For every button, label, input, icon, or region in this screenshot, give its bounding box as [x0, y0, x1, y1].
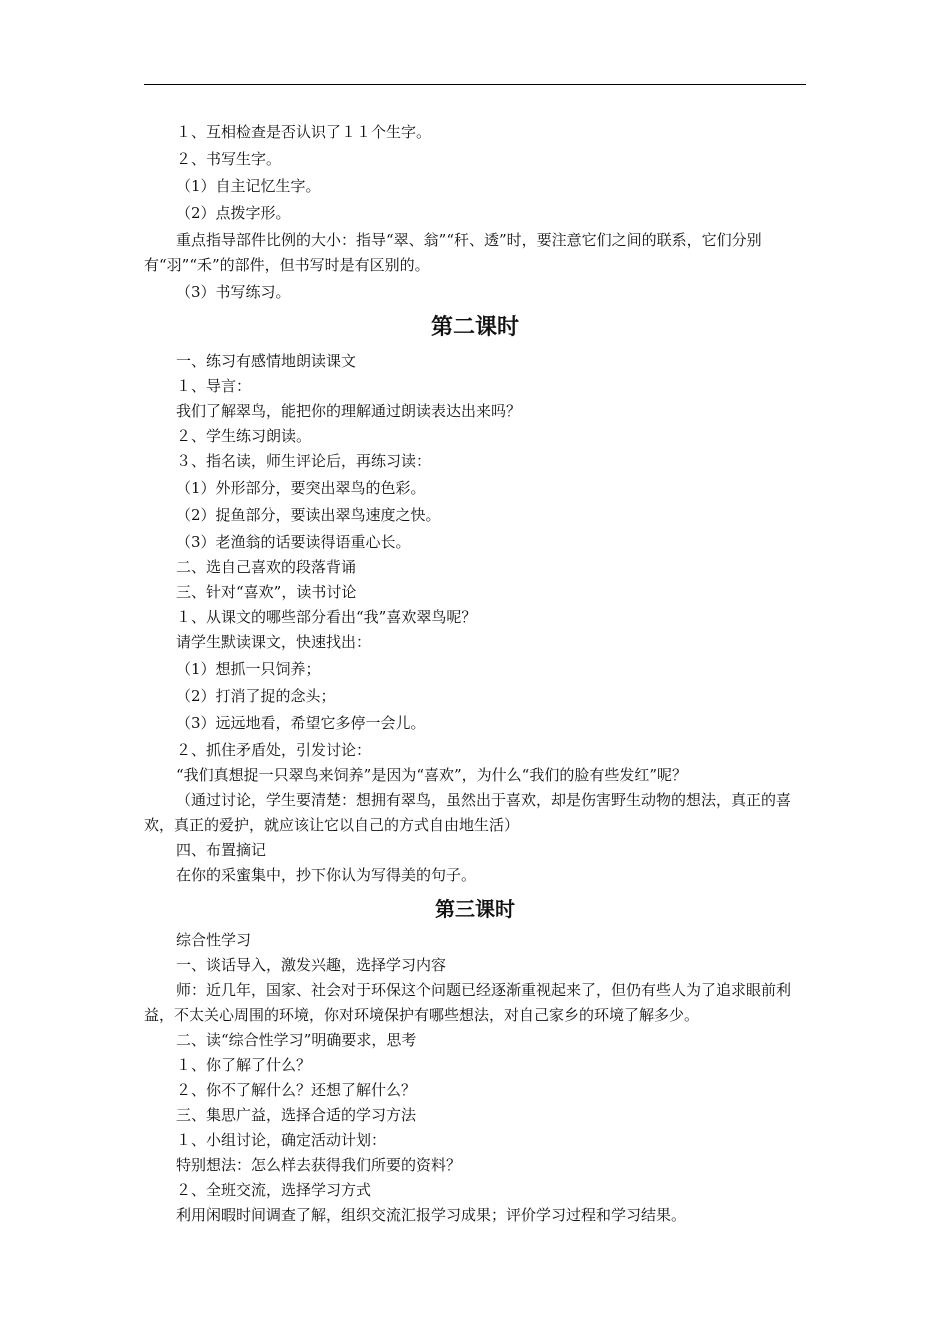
- paragraph: 我们了解翠鸟，能把你的理解通过朗读表达出来吗？: [176, 402, 522, 420]
- paragraph: “我们真想捉一只翠鸟来饲养”是因为“喜欢”，为什么“我们的脸有些发红”呢？: [176, 766, 688, 784]
- paragraph: 三、集思广益，选择合适的学习方法: [176, 1106, 417, 1124]
- paragraph: 师：近几年，国家、社会对于环保这个问题已经逐渐重视起来了，但仍有些人为了追求眼前利益，不太关心周围的环境，你对环境保护有哪些想法，对自己家乡的环境了解多少。: [144, 981, 792, 1024]
- paragraph: 利用闲暇时间调查了解，组织交流汇报学习成果；评价学习过程和学习结果。: [176, 1206, 687, 1224]
- paragraph: （3）老渔翁的话要读得语重心长。: [176, 533, 411, 551]
- paragraph: 一、练习有感情地朗读课文: [176, 352, 357, 370]
- paragraph: （2）捉鱼部分，要读出翠鸟速度之快。: [176, 506, 441, 524]
- paragraph: （3）远远地看，希望它多停一会儿。: [176, 714, 426, 732]
- paragraph: （3）书写练习。: [176, 283, 291, 301]
- paragraph: 三、针对“喜欢”，读书讨论: [176, 583, 357, 601]
- paragraph: 在你的采蜜集中，抄下你认为写得美的句子。: [176, 866, 477, 884]
- paragraph: （1）想抓一只饲养；: [176, 660, 321, 678]
- paragraph: ２、书写生字。: [176, 150, 282, 168]
- paragraph: ２、你不了解什么？还想了解什么？: [176, 1081, 417, 1099]
- paragraph: ２、抓住矛盾处，引发讨论：: [176, 741, 372, 759]
- paragraph: （2）点拨字形。: [176, 204, 291, 222]
- paragraph: 四、布置摘记: [176, 841, 267, 859]
- paragraph: 重点指导部件比例的大小：指导“翠、翁”“秆、透”时，要注意它们之间的联系，它们分别有“羽”“禾”的部件，但书写时是有区别的。: [144, 231, 762, 274]
- paragraph: １、你了解了什么？: [176, 1056, 312, 1074]
- paragraph: ２、学生练习朗读。: [176, 427, 312, 445]
- paragraph: １、从课文的哪些部分看出“我”喜欢翠鸟呢？: [176, 608, 477, 626]
- paragraph: 特别想法：怎么样去获得我们所要的资料？: [176, 1156, 462, 1174]
- paragraph: １、小组讨论，确定活动计划：: [176, 1131, 387, 1149]
- section-1: [144, 120, 806, 305]
- paragraph: 二、读“综合性学习”明确要求，思考: [176, 1031, 417, 1049]
- paragraph: （1）自主记忆生字。: [176, 177, 321, 195]
- paragraph: （通过讨论，学生要清楚：想拥有翠鸟，虽然出于喜欢，却是伤害野生动物的想法，真正的喜欢，真正的爱护，就应该让它以自己的方式自由地生活）: [144, 791, 792, 834]
- lesson-heading-2: 第二课时: [430, 315, 519, 340]
- paragraph: （1）外形部分，要突出翠鸟的色彩。: [176, 479, 426, 497]
- paragraph: １、导言：: [176, 377, 252, 395]
- paragraph: 综合性学习: [176, 931, 252, 949]
- paragraph: ３、指名读，师生评论后，再练习读：: [176, 452, 432, 470]
- document-body: [144, 120, 806, 1228]
- paragraph: ２、全班交流，选择学习方式: [176, 1181, 372, 1199]
- paragraph: 二、选自己喜欢的段落背诵: [176, 558, 357, 576]
- paragraph: （2）打消了捉的念头；: [176, 687, 336, 705]
- paragraph: 请学生默读课文，快速找出：: [176, 633, 372, 651]
- lesson-heading-3: 第三课时: [435, 897, 515, 921]
- paragraph: １、互相检查是否认识了１１个生字。: [176, 123, 432, 141]
- section-2: [144, 349, 806, 888]
- header-rule: [144, 84, 806, 85]
- paragraph: 一、谈话导入，激发兴趣，选择学习内容: [176, 956, 447, 974]
- section-3: [144, 928, 806, 1228]
